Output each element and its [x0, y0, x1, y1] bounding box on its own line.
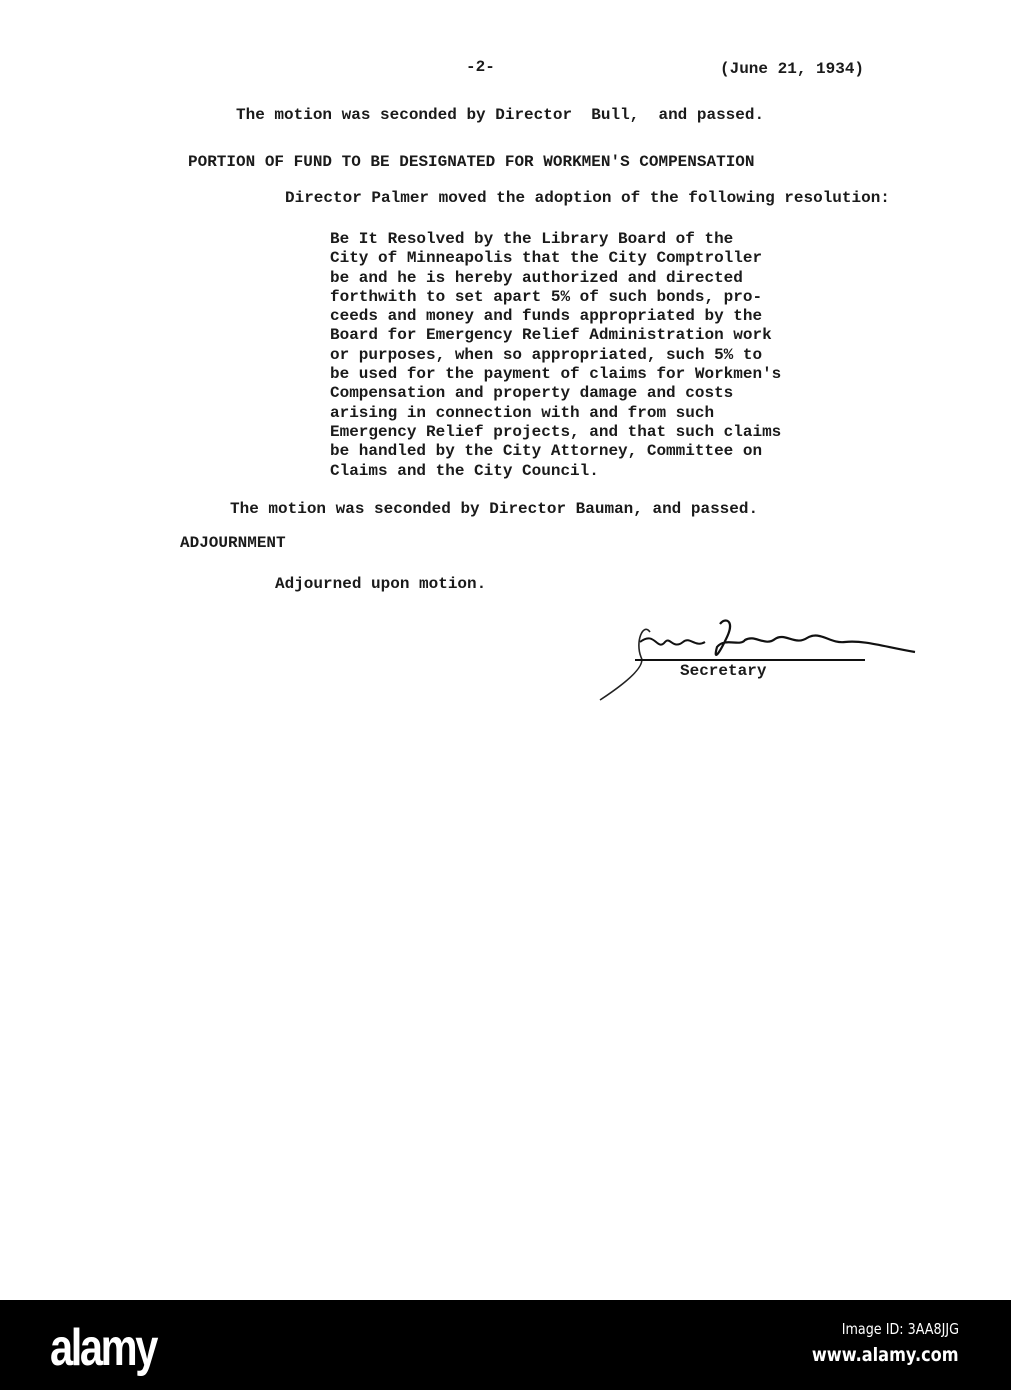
- resolution-line: Be It Resolved by the Library Board of the: [330, 230, 734, 248]
- adjourned-text: Adjourned upon motion.: [275, 575, 487, 593]
- resolution-line: arising in connection with and from such: [330, 403, 715, 422]
- alamy-logo: alamy: [50, 1319, 156, 1377]
- watermark-bar: [0, 1300, 1011, 1390]
- resolution-line: be and he is hereby authorized and directed: [330, 268, 743, 287]
- resolution-text: [330, 230, 781, 481]
- section-heading-adjournment: ADJOURNMENT: [180, 534, 286, 552]
- resolution-line: ceeds and money and funds appropriated by the: [330, 307, 763, 326]
- resolution-line: City of Minneapolis that the City Comptroller: [330, 249, 763, 268]
- resolution-line: Emergency Relief projects, and that such claims: [330, 422, 782, 441]
- resolution-line: Board for Emergency Relief Administration work: [330, 326, 772, 345]
- resolution-intro: Director Palmer moved the adoption of the following resolution:: [285, 189, 890, 207]
- document-date: (June 21, 1934): [720, 60, 865, 78]
- resolution-line: be used for the payment of claims for Workmen's: [330, 365, 782, 384]
- resolution-line: forthwith to set apart 5% of such bonds, pro-: [330, 287, 763, 306]
- watermark-url: www.alamy.com: [812, 1344, 959, 1366]
- resolution-line: be handled by the City Attorney, Committee on: [330, 442, 763, 461]
- resolution-line: or purposes, when so appropriated, such 5% to: [330, 345, 763, 364]
- section-heading-workmens-compensation: PORTION OF FUND TO BE DESIGNATED FOR WORKMEN'S COMPENSATION: [188, 153, 755, 171]
- motion-seconded-bauman: The motion was seconded by Director Bauman, and passed.: [230, 500, 759, 518]
- signature-scribble: [595, 612, 925, 707]
- secretary-title: Secretary: [680, 662, 767, 680]
- motion-seconded-bull: The motion was seconded by Director Bull, and passed.: [236, 106, 765, 124]
- resolution-line: Compensation and property damage and costs: [330, 384, 734, 403]
- page-number: -2-: [466, 58, 495, 76]
- resolution-line: Claims and the City Council.: [330, 461, 599, 480]
- secretary-signature: [595, 612, 925, 707]
- image-id: Image ID: 3AA8JJG: [841, 1320, 959, 1338]
